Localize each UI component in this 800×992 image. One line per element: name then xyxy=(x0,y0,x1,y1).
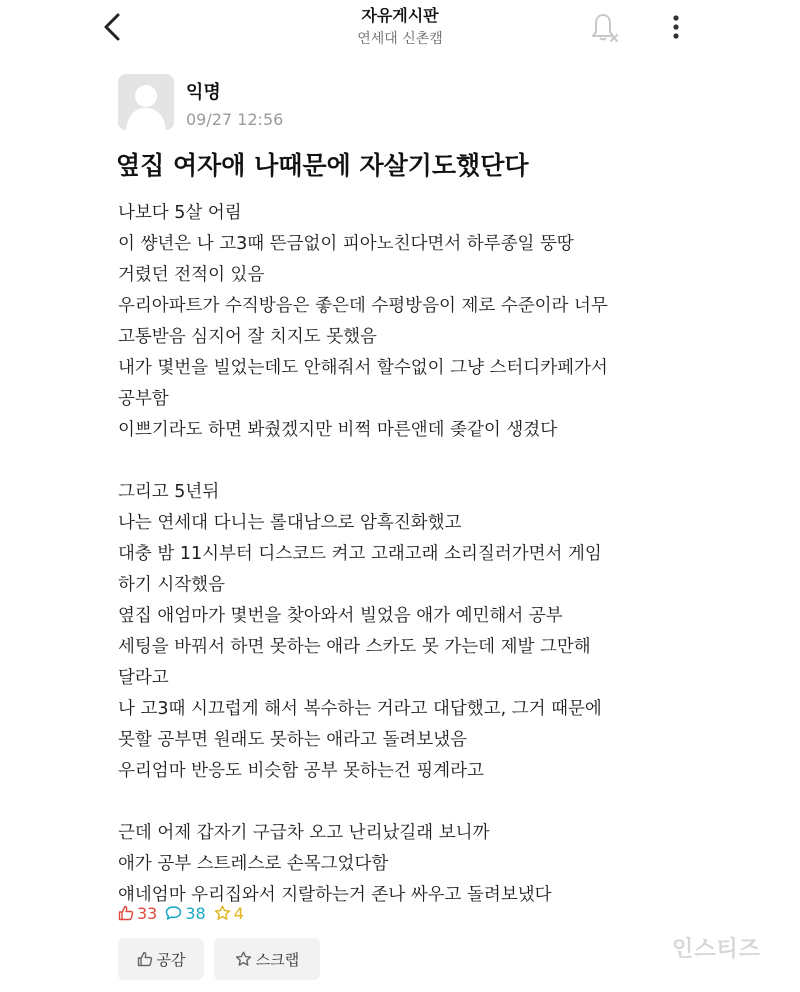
scrap-count-value: 4 xyxy=(233,903,244,923)
star-icon xyxy=(235,951,252,967)
comment-count-value: 38 xyxy=(185,903,206,923)
post-body-line: 나는 연세대 다니는 롤대남으로 암흑진화했고 xyxy=(118,513,462,533)
post-body-line: 애가 공부 스트레스로 손목그었다함 xyxy=(118,854,389,874)
top-bar xyxy=(0,0,800,56)
post-body-line: 나보다 5살 어림 xyxy=(118,203,242,223)
more-options-button[interactable] xyxy=(664,10,688,44)
post-body-line: 우리아파트가 수직방음은 좋은데 수평방음이 제로 수준이라 너무 xyxy=(118,296,608,316)
post-body-line: 세팅을 바꿔서 하면 못하는 애라 스카도 못 가는데 제발 그만해 xyxy=(118,637,591,657)
post-body-line xyxy=(118,787,708,818)
star-icon xyxy=(214,905,231,921)
more-vertical-icon xyxy=(672,14,680,40)
post-actions xyxy=(118,938,330,980)
board-title: 자유게시판 xyxy=(361,6,439,25)
board-header xyxy=(300,6,500,48)
empathy-button[interactable] xyxy=(118,938,204,980)
post-body-line: 옆집 애엄마가 몇번을 찾아와서 빌었음 애가 예민해서 공부 xyxy=(118,606,563,626)
post-body-line: 나 고3때 시끄럽게 해서 복수하는 거라고 대답했고, 그거 때문에 xyxy=(118,699,602,719)
post-body-line: 고통받음 심지어 잘 치지도 못했음 xyxy=(118,327,377,347)
chevron-left-icon xyxy=(101,12,123,42)
post-stats xyxy=(118,902,252,924)
post-body-line: 근데 어제 갑자기 구급차 오고 난리났길래 보니까 xyxy=(118,823,490,843)
post-body-line: 우리엄마 반응도 비슷함 공부 못하는건 핑계라고 xyxy=(118,761,484,781)
watermark-logo: 인스티즈 xyxy=(672,937,762,962)
post-body xyxy=(118,198,708,911)
thumbs-up-icon xyxy=(137,951,153,967)
scrap-button-label: 스크랩 xyxy=(255,950,300,969)
post-body-line: 이 썅년은 나 고3때 뜬금없이 피아노친다면서 하루종일 뚱땅 xyxy=(118,234,574,254)
post-body-line xyxy=(118,446,708,477)
thumbs-up-icon xyxy=(118,905,134,921)
post-body-line: 이쁘기라도 하면 봐줬겠지만 비쩍 마른앤데 좆같이 생겼다 xyxy=(118,420,558,440)
like-count xyxy=(118,904,157,923)
comment-count xyxy=(165,904,205,923)
scrap-button[interactable] xyxy=(214,938,320,980)
post-body-line: 공부함 xyxy=(118,389,169,409)
post-body-line: 얘네엄마 우리집와서 지랄하는거 존나 싸우고 돌려보냈다 xyxy=(118,885,552,905)
post-date: 09/27 12:56 xyxy=(186,110,284,129)
post-body-line: 그리고 5년뒤 xyxy=(118,482,220,502)
post-body-line: 거렸던 전적이 있음 xyxy=(118,265,265,285)
anonymous-avatar-icon xyxy=(118,74,174,130)
post-body-line: 내가 몇번을 빌었는데도 안해줘서 할수없이 그냥 스터디카페가서 xyxy=(118,358,608,378)
post-body-line: 달라고 xyxy=(118,668,169,688)
board-subtitle: 연세대 신촌캠 xyxy=(357,31,443,47)
speech-bubble-icon xyxy=(165,905,182,921)
author-name: 익명 xyxy=(186,82,221,103)
post-body-line: 대충 밤 11시부터 디스코드 켜고 고래고래 소리질러가면서 게임 xyxy=(118,544,602,564)
notification-button[interactable] xyxy=(588,10,622,44)
post-body-line: 하기 시작했음 xyxy=(118,575,225,595)
bell-off-icon xyxy=(590,11,620,43)
like-count-value: 33 xyxy=(137,903,158,923)
post-title: 옆집 여자애 나때문에 자살기도했단다 xyxy=(116,151,529,180)
back-button[interactable] xyxy=(96,10,128,44)
post-author-block xyxy=(118,74,518,134)
empathy-button-label: 공감 xyxy=(156,950,186,969)
avatar[interactable] xyxy=(118,74,174,130)
post-body-line: 못할 공부면 원래도 못하는 애라고 돌려보냈음 xyxy=(118,730,468,750)
scrap-count xyxy=(214,904,244,923)
